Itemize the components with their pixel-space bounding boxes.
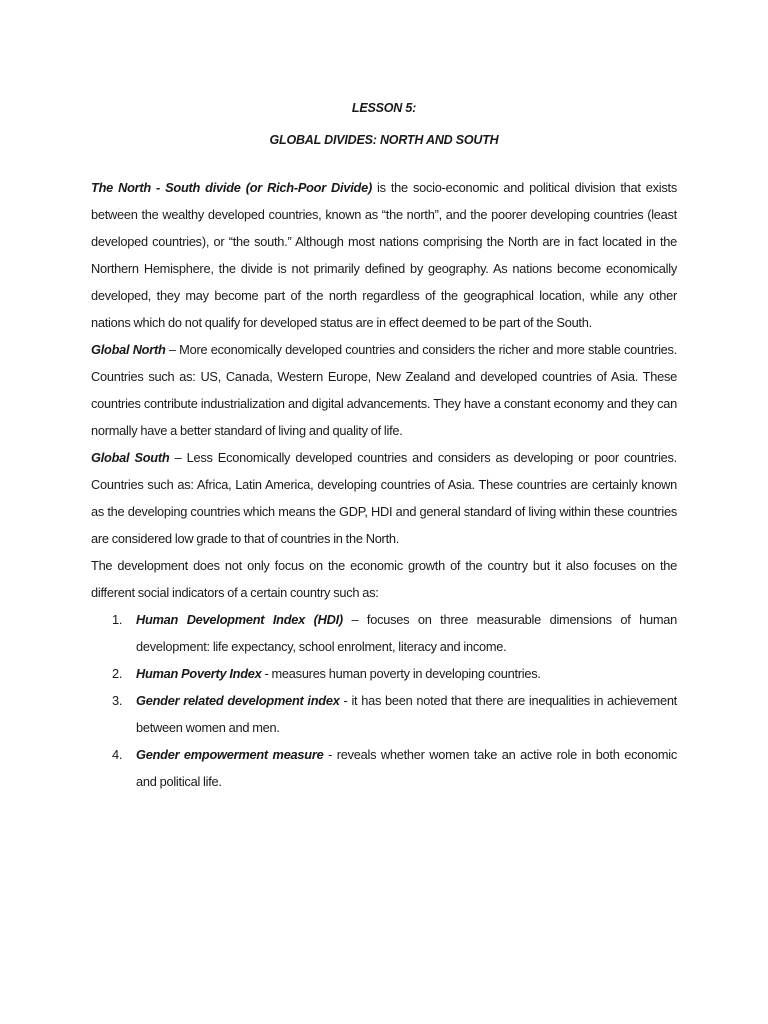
document-page	[91, 92, 677, 795]
global-north-text: – More economically developed countries and considers the richer and more stable countries. Countries such as: US, Canada, Western Europe, New Zealand and developed countries of Asia. These countries contribute industrialization and digital advancements. They have a constant economy and they can normally have a better standard of living and quality of life.	[91, 342, 677, 438]
list-item	[91, 687, 677, 741]
list-item-text: – focuses on three measurable dimensions of human development: life expectancy, school enrolment, literacy and income.	[136, 612, 677, 654]
list-item-text: - reveals whether women take an active role in both economic and political life.	[136, 747, 677, 789]
list-item-term: Human Poverty Index	[136, 666, 262, 681]
list-item-term: Human Development Index (HDI)	[136, 612, 343, 627]
intro-text: is the socio-economic and political division that exists between the wealthy developed countries, known as “the north”, and the poorer developing countries (least developed countries), or “the south.” Although most nations comprising the North are in fact located in the Northern Hemisphere, the divide is not primarily defined by geography. As nations become economically developed, they may become part of the north regardless of the geographical location, while any other nations which do not qualify for developed status are in effect deemed to be part of the South.	[91, 180, 677, 330]
list-item-term: Gender empowerment measure	[136, 747, 324, 762]
list-item-text: - it has been noted that there are inequalities in achievement between women and men.	[136, 693, 677, 735]
global-south-text: – Less Economically developed countries and considers as developing or poor countries. Countries such as: Africa, Latin America, developing countries of Asia. These countries are certainly known as the developing countries which means the GDP, HDI and general standard of living within these countries are considered low grade to that of countries in the North.	[91, 450, 677, 546]
intro-paragraph	[91, 174, 677, 336]
global-south-term: Global South	[91, 450, 170, 465]
list-item	[91, 606, 677, 660]
list-item-number: 2.	[112, 666, 123, 681]
global-north-term: Global North	[91, 342, 166, 357]
list-item	[91, 660, 677, 687]
list-item-number: 3.	[112, 693, 123, 708]
list-item-number: 4.	[112, 747, 123, 762]
indicator-list	[91, 606, 677, 795]
lesson-number: LESSON 5:	[351, 101, 417, 115]
list-item-term: Gender related development index	[136, 693, 340, 708]
global-north-paragraph	[91, 336, 677, 444]
list-item	[91, 741, 677, 795]
list-item-text: - measures human poverty in developing countries.	[261, 666, 541, 681]
list-item-number: 1.	[112, 612, 123, 627]
global-south-paragraph	[91, 444, 677, 552]
development-paragraph: The development does not only focus on the economic growth of the country but it also focuses on the different social indicators of a certain country such as:	[91, 558, 677, 600]
lesson-title: GLOBAL DIVIDES: NORTH AND SOUTH	[269, 133, 499, 147]
intro-term: The North - South divide (or Rich-Poor Divide)	[91, 180, 372, 195]
